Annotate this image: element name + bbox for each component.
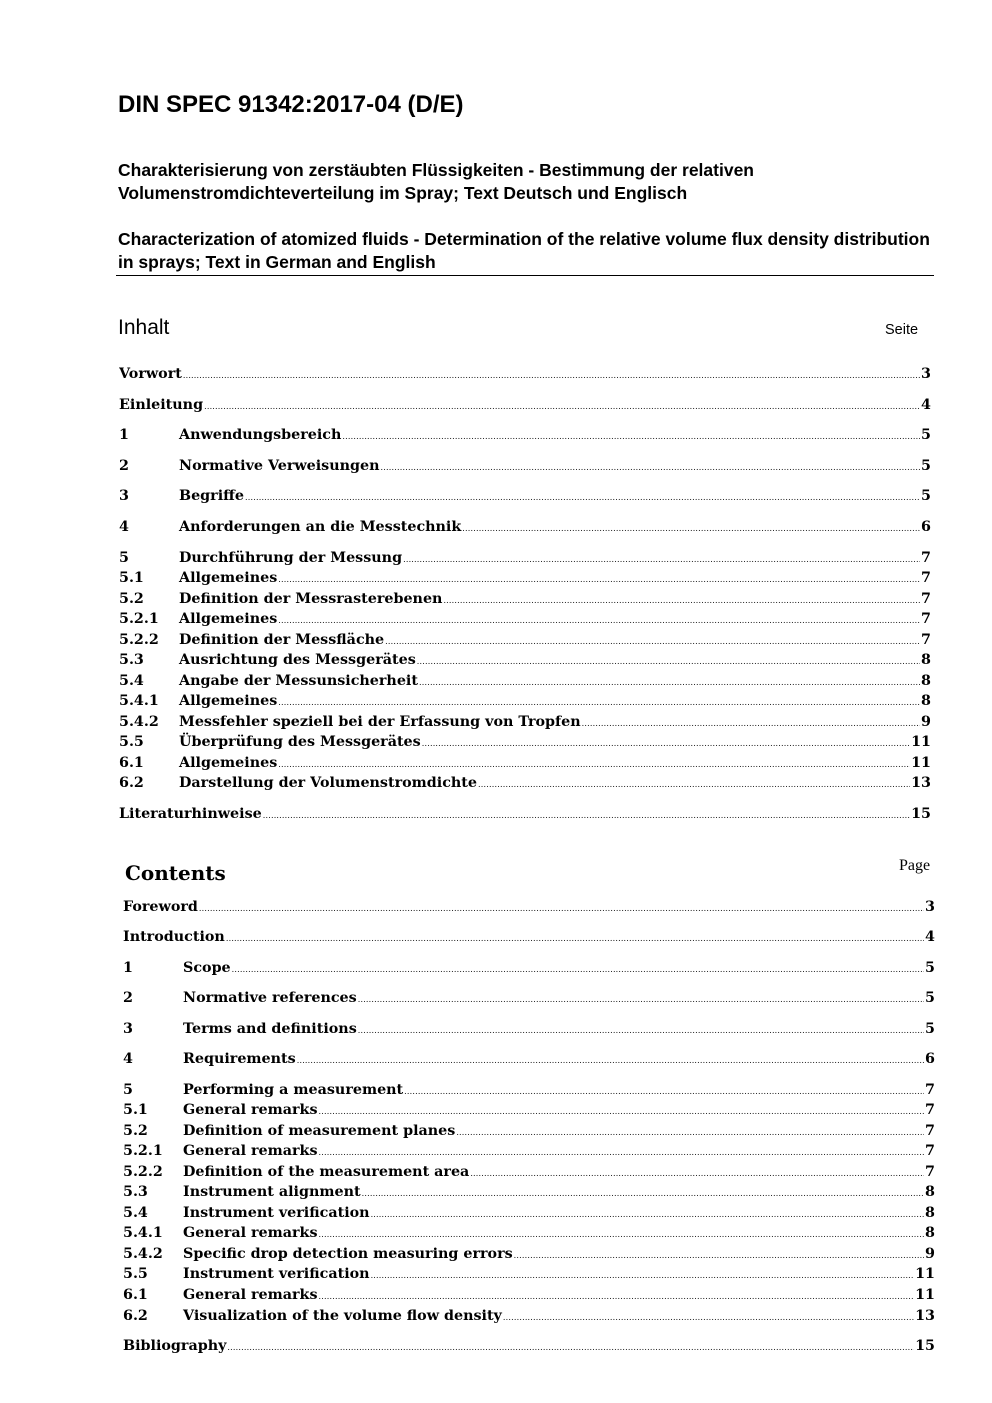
toc-entry-title: Requirements — [183, 1051, 296, 1067]
toc-entry-number: 5 — [119, 550, 129, 566]
toc-entry-page: 5 — [921, 488, 931, 504]
toc-entry-page: 7 — [925, 1102, 935, 1118]
toc-entry-page: 15 — [915, 1338, 935, 1354]
toc-entry-page: 3 — [921, 366, 931, 382]
toc-entry-title: Anforderungen an die Messtechnik — [179, 519, 462, 535]
toc-entry[interactable] — [123, 1182, 935, 1202]
toc-dot-leader — [514, 1246, 924, 1264]
toc-entry-title: Specific drop detection measuring errors — [183, 1246, 513, 1262]
toc-entry-title: Definition of measurement planes — [183, 1123, 456, 1139]
toc-entry-number: 6.2 — [123, 1308, 148, 1324]
toc-entry-number: 5.2.1 — [123, 1143, 163, 1159]
toc-entry-number: 2 — [123, 990, 133, 1006]
toc-entry-title: Ausrichtung des Messgerätes — [179, 652, 416, 668]
toc-entry-number: 5.2.1 — [119, 611, 159, 627]
toc-dot-leader — [319, 1287, 915, 1305]
toc-entry-title: General remarks — [183, 1225, 318, 1241]
toc-entry-page: 13 — [911, 775, 931, 791]
toc-entry-title: Scope — [183, 960, 231, 976]
toc-entry-page: 4 — [921, 397, 931, 413]
toc-entry-title: Introduction — [123, 929, 225, 945]
toc-entry-title: Angabe der Messunsicherheit — [179, 673, 418, 689]
toc-entry-page: 7 — [921, 632, 931, 648]
page-column-label-english: Page — [899, 857, 931, 874]
toc-entry-page: 7 — [921, 591, 931, 607]
toc-entry[interactable] — [123, 1141, 935, 1161]
toc-entry[interactable] — [123, 1203, 935, 1223]
toc-entry-number: 6.2 — [119, 775, 144, 791]
toc-entry-page: 11 — [911, 755, 931, 771]
toc-entry-number: 5.2.2 — [123, 1164, 163, 1180]
toc-dot-leader — [319, 1225, 925, 1243]
toc-entry-title: Instrument verification — [183, 1266, 370, 1282]
toc-entry-number: 4 — [123, 1051, 133, 1067]
toc-entry-page: 3 — [925, 899, 935, 915]
toc-entry-page: 5 — [921, 458, 931, 474]
toc-entry-title: Messfehler speziell bei der Erfassung von Tropfen — [179, 714, 581, 730]
toc-entry-title: Allgemeines — [179, 755, 278, 771]
toc-entry-number: 3 — [119, 488, 129, 504]
toc-entry[interactable] — [123, 988, 935, 1008]
toc-entry-page: 11 — [915, 1287, 935, 1303]
toc-dot-leader — [232, 960, 924, 978]
toc-entry-number: 5.4.1 — [123, 1225, 163, 1241]
toc-dot-leader — [319, 1143, 925, 1161]
toc-entry-title: Terms and definitions — [183, 1021, 357, 1037]
document-title-german: Charakterisierung von zerstäubten Flüssigkeiten - Bestimmung der relativen Volumenstromdichteverteilung im Spray; Text Deutsch und Englisch — [118, 160, 754, 203]
toc-entry-number: 5.4 — [123, 1205, 148, 1221]
toc-dot-leader — [199, 899, 924, 917]
toc-entry-title: Instrument verification — [183, 1205, 370, 1221]
toc-dot-leader — [227, 1338, 914, 1356]
toc-entry-number: 5.1 — [119, 570, 144, 586]
toc-entry-title: Überprüfung des Messgerätes — [179, 734, 421, 750]
toc-entry-title: General remarks — [183, 1287, 318, 1303]
toc-entry-page: 5 — [921, 427, 931, 443]
toc-entry-page: 7 — [925, 1164, 935, 1180]
toc-entry-number: 3 — [123, 1021, 133, 1037]
toc-entry-number: 4 — [119, 519, 129, 535]
toc-dot-leader — [470, 1164, 924, 1182]
document-title-english: Characterization of atomized fluids - Determination of the relative volume flux density distribution in sprays; Text in German and English — [118, 229, 930, 272]
toc-heading-english: Contents — [125, 861, 226, 885]
toc-entry-page: 7 — [925, 1143, 935, 1159]
toc-entry-number: 2 — [119, 458, 129, 474]
toc-entry-page: 7 — [921, 550, 931, 566]
toc-entry-number: 5.2.2 — [119, 632, 159, 648]
toc-entry-number: 5.2 — [123, 1123, 148, 1139]
page-column-label-german: Seite — [885, 322, 919, 338]
toc-entry-page: 8 — [921, 673, 931, 689]
toc-entry-page: 8 — [921, 652, 931, 668]
toc-entry-title: Allgemeines — [179, 570, 278, 586]
toc-entry-title: Foreword — [123, 899, 198, 915]
toc-dot-leader — [503, 1308, 914, 1326]
toc-entry[interactable] — [123, 1162, 935, 1182]
toc-entry-page: 9 — [925, 1246, 935, 1262]
toc-entry-title: Definition der Messrasterebenen — [179, 591, 443, 607]
toc-entry[interactable] — [123, 1264, 935, 1284]
toc-entry-number: 5.5 — [123, 1266, 148, 1282]
toc-dot-leader — [404, 1082, 924, 1100]
toc-entry-title: Allgemeines — [179, 693, 278, 709]
toc-dot-leader — [319, 1102, 925, 1120]
toc-entry[interactable] — [123, 927, 935, 947]
toc-entry-page: 8 — [925, 1184, 935, 1200]
toc-entry[interactable] — [123, 1223, 935, 1243]
toc-entry[interactable] — [123, 1049, 935, 1069]
toc-entry-page: 5 — [925, 990, 935, 1006]
toc-entry-page: 7 — [921, 611, 931, 627]
toc-entry-number: 6.1 — [119, 755, 144, 771]
toc-entry-title: General remarks — [183, 1143, 318, 1159]
toc-entry-page: 6 — [925, 1051, 935, 1067]
toc-entry-title: Instrument alignment — [183, 1184, 361, 1200]
toc-entry[interactable] — [123, 1336, 935, 1356]
toc-entry[interactable] — [123, 1100, 935, 1120]
toc-entry-number: 5.1 — [123, 1102, 148, 1118]
toc-entry-number: 5.4.1 — [119, 693, 159, 709]
toc-entry-number: 5.4 — [119, 673, 144, 689]
toc-dot-leader — [358, 1021, 924, 1039]
toc-entry-number: 5.5 — [119, 734, 144, 750]
toc-entry-number: 5 — [123, 1082, 133, 1098]
toc-entry-page: 7 — [921, 570, 931, 586]
toc-entry-page: 15 — [911, 806, 931, 822]
toc-entry-title: Begriffe — [179, 488, 244, 504]
toc-entry[interactable] — [123, 1244, 935, 1264]
toc-dot-leader — [456, 1123, 924, 1141]
toc-entry-page: 13 — [915, 1308, 935, 1324]
toc-entry[interactable] — [123, 897, 935, 917]
toc-entry-title: Vorwort — [119, 366, 182, 382]
toc-entry[interactable] — [123, 958, 935, 978]
toc-entry-title: Normative Verweisungen — [179, 458, 380, 474]
toc-entry[interactable] — [123, 1285, 935, 1305]
toc-entry[interactable] — [123, 1019, 935, 1039]
toc-entry-page: 7 — [925, 1082, 935, 1098]
toc-dot-leader — [297, 1051, 924, 1069]
toc-entry-page: 7 — [925, 1123, 935, 1139]
toc-entry-number: 1 — [123, 960, 133, 976]
toc-entry[interactable] — [123, 1080, 935, 1100]
toc-entry-page: 9 — [921, 714, 931, 730]
toc-entry-title: Durchführung der Messung — [179, 550, 403, 566]
toc-entry-page: 8 — [925, 1225, 935, 1241]
toc-entry-page: 5 — [925, 1021, 935, 1037]
toc-entry-number: 1 — [119, 427, 129, 443]
toc-entry-title: Definition of the measurement area — [183, 1164, 470, 1180]
toc-entry-page: 5 — [925, 960, 935, 976]
toc-dot-leader — [371, 1266, 915, 1284]
toc-entry-title: Anwendungsbereich — [179, 427, 342, 443]
toc-entry-number: 5.3 — [123, 1184, 148, 1200]
toc-entry-page: 4 — [925, 929, 935, 945]
toc-entry-number: 5.4.2 — [123, 1246, 163, 1262]
toc-dot-leader — [226, 929, 924, 947]
toc-entry-page: 11 — [911, 734, 931, 750]
toc-entry-title: Normative references — [183, 990, 357, 1006]
toc-entry-number: 6.1 — [123, 1287, 148, 1303]
toc-entry-page: 11 — [915, 1266, 935, 1282]
toc-entry[interactable] — [123, 1306, 935, 1326]
toc-entry-number: 5.3 — [119, 652, 144, 668]
toc-entry-number: 5.2 — [119, 591, 144, 607]
toc-entry-title: Definition der Messfläche — [179, 632, 385, 648]
toc-entry-title: Visualization of the volume flow density — [183, 1308, 502, 1324]
toc-entry-title: Performing a measurement — [183, 1082, 404, 1098]
toc-dot-leader — [371, 1205, 924, 1223]
toc-entry-title: Einleitung — [119, 397, 204, 413]
toc-entry-page: 8 — [921, 693, 931, 709]
toc-dot-leader — [358, 990, 924, 1008]
toc-dot-leader — [362, 1184, 924, 1202]
toc-entry-title: Darstellung der Volumenstromdichte — [179, 775, 478, 791]
toc-entry[interactable] — [123, 1121, 935, 1141]
toc-heading-german: Inhalt — [118, 316, 170, 339]
toc-entry-title: Literaturhinweise — [119, 806, 262, 822]
toc-entry-page: 8 — [925, 1205, 935, 1221]
toc-entry-title: General remarks — [183, 1102, 318, 1118]
toc-entry-title: Bibliography — [123, 1338, 227, 1354]
toc-entry-title: Allgemeines — [179, 611, 278, 627]
toc-entry-number: 5.4.2 — [119, 714, 159, 730]
document-id: DIN SPEC 91342:2017-04 (D/E) — [118, 91, 464, 118]
toc-entry-page: 6 — [921, 519, 931, 535]
